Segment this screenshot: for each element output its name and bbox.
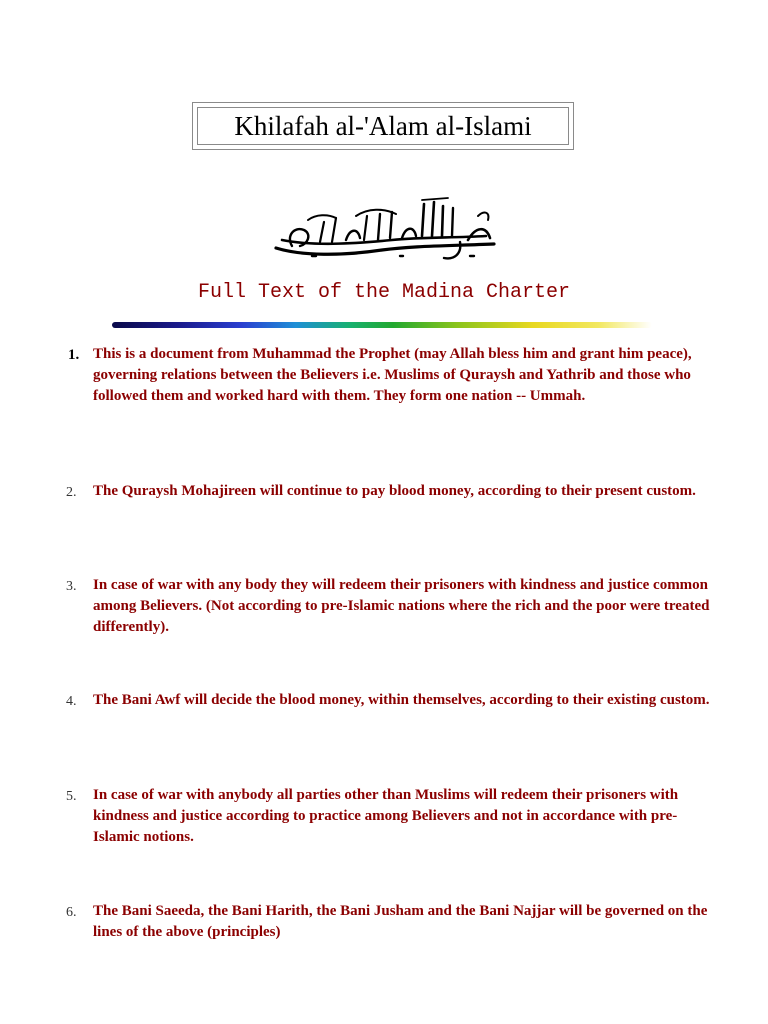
clause-number: 4. <box>66 694 77 709</box>
clause-text: The Quraysh Mohajireen will continue to pay blood money, according to their present custom. <box>93 483 696 499</box>
clause-text: The Bani Saeeda, the Bani Harith, the Bani Jusham and the Bani Najjar will be governed on the lines of the above (principles) <box>93 903 708 940</box>
document-subtitle: Full Text of the Madina Charter <box>197 281 571 304</box>
clause-text: In case of war with any body they will redeem their prisoners with kindness and justice common among Believers. (Not according to pre-Islamic nations where the rich and the poor were treated differently). <box>93 577 710 635</box>
clause-text: The Bani Awf will decide the blood money, within themselves, according to their existing custom. <box>93 692 710 708</box>
clause-text: This is a document from Muhammad the Prophet (may Allah bless him and grant him peace), governing relations between the Believers i.e. Muslims of Quraysh and Yathrib and those who followed them and worked hard with them. They form one nation -- Ummah. <box>93 346 692 404</box>
clause-number: 1. <box>68 347 80 363</box>
clause-number: 5. <box>66 789 77 804</box>
clause-number: 2. <box>66 485 77 500</box>
clause-text: In case of war with anybody all parties other than Muslims will redeem their prisoners with kindness and justice according to practice among Believers and not in accordance with pre-Islamic notions. <box>93 787 679 845</box>
clause-number: 3. <box>66 579 77 594</box>
clause-number: 6. <box>66 905 77 920</box>
page-title: Khilafah al-'Alam al-Islami <box>197 107 569 145</box>
